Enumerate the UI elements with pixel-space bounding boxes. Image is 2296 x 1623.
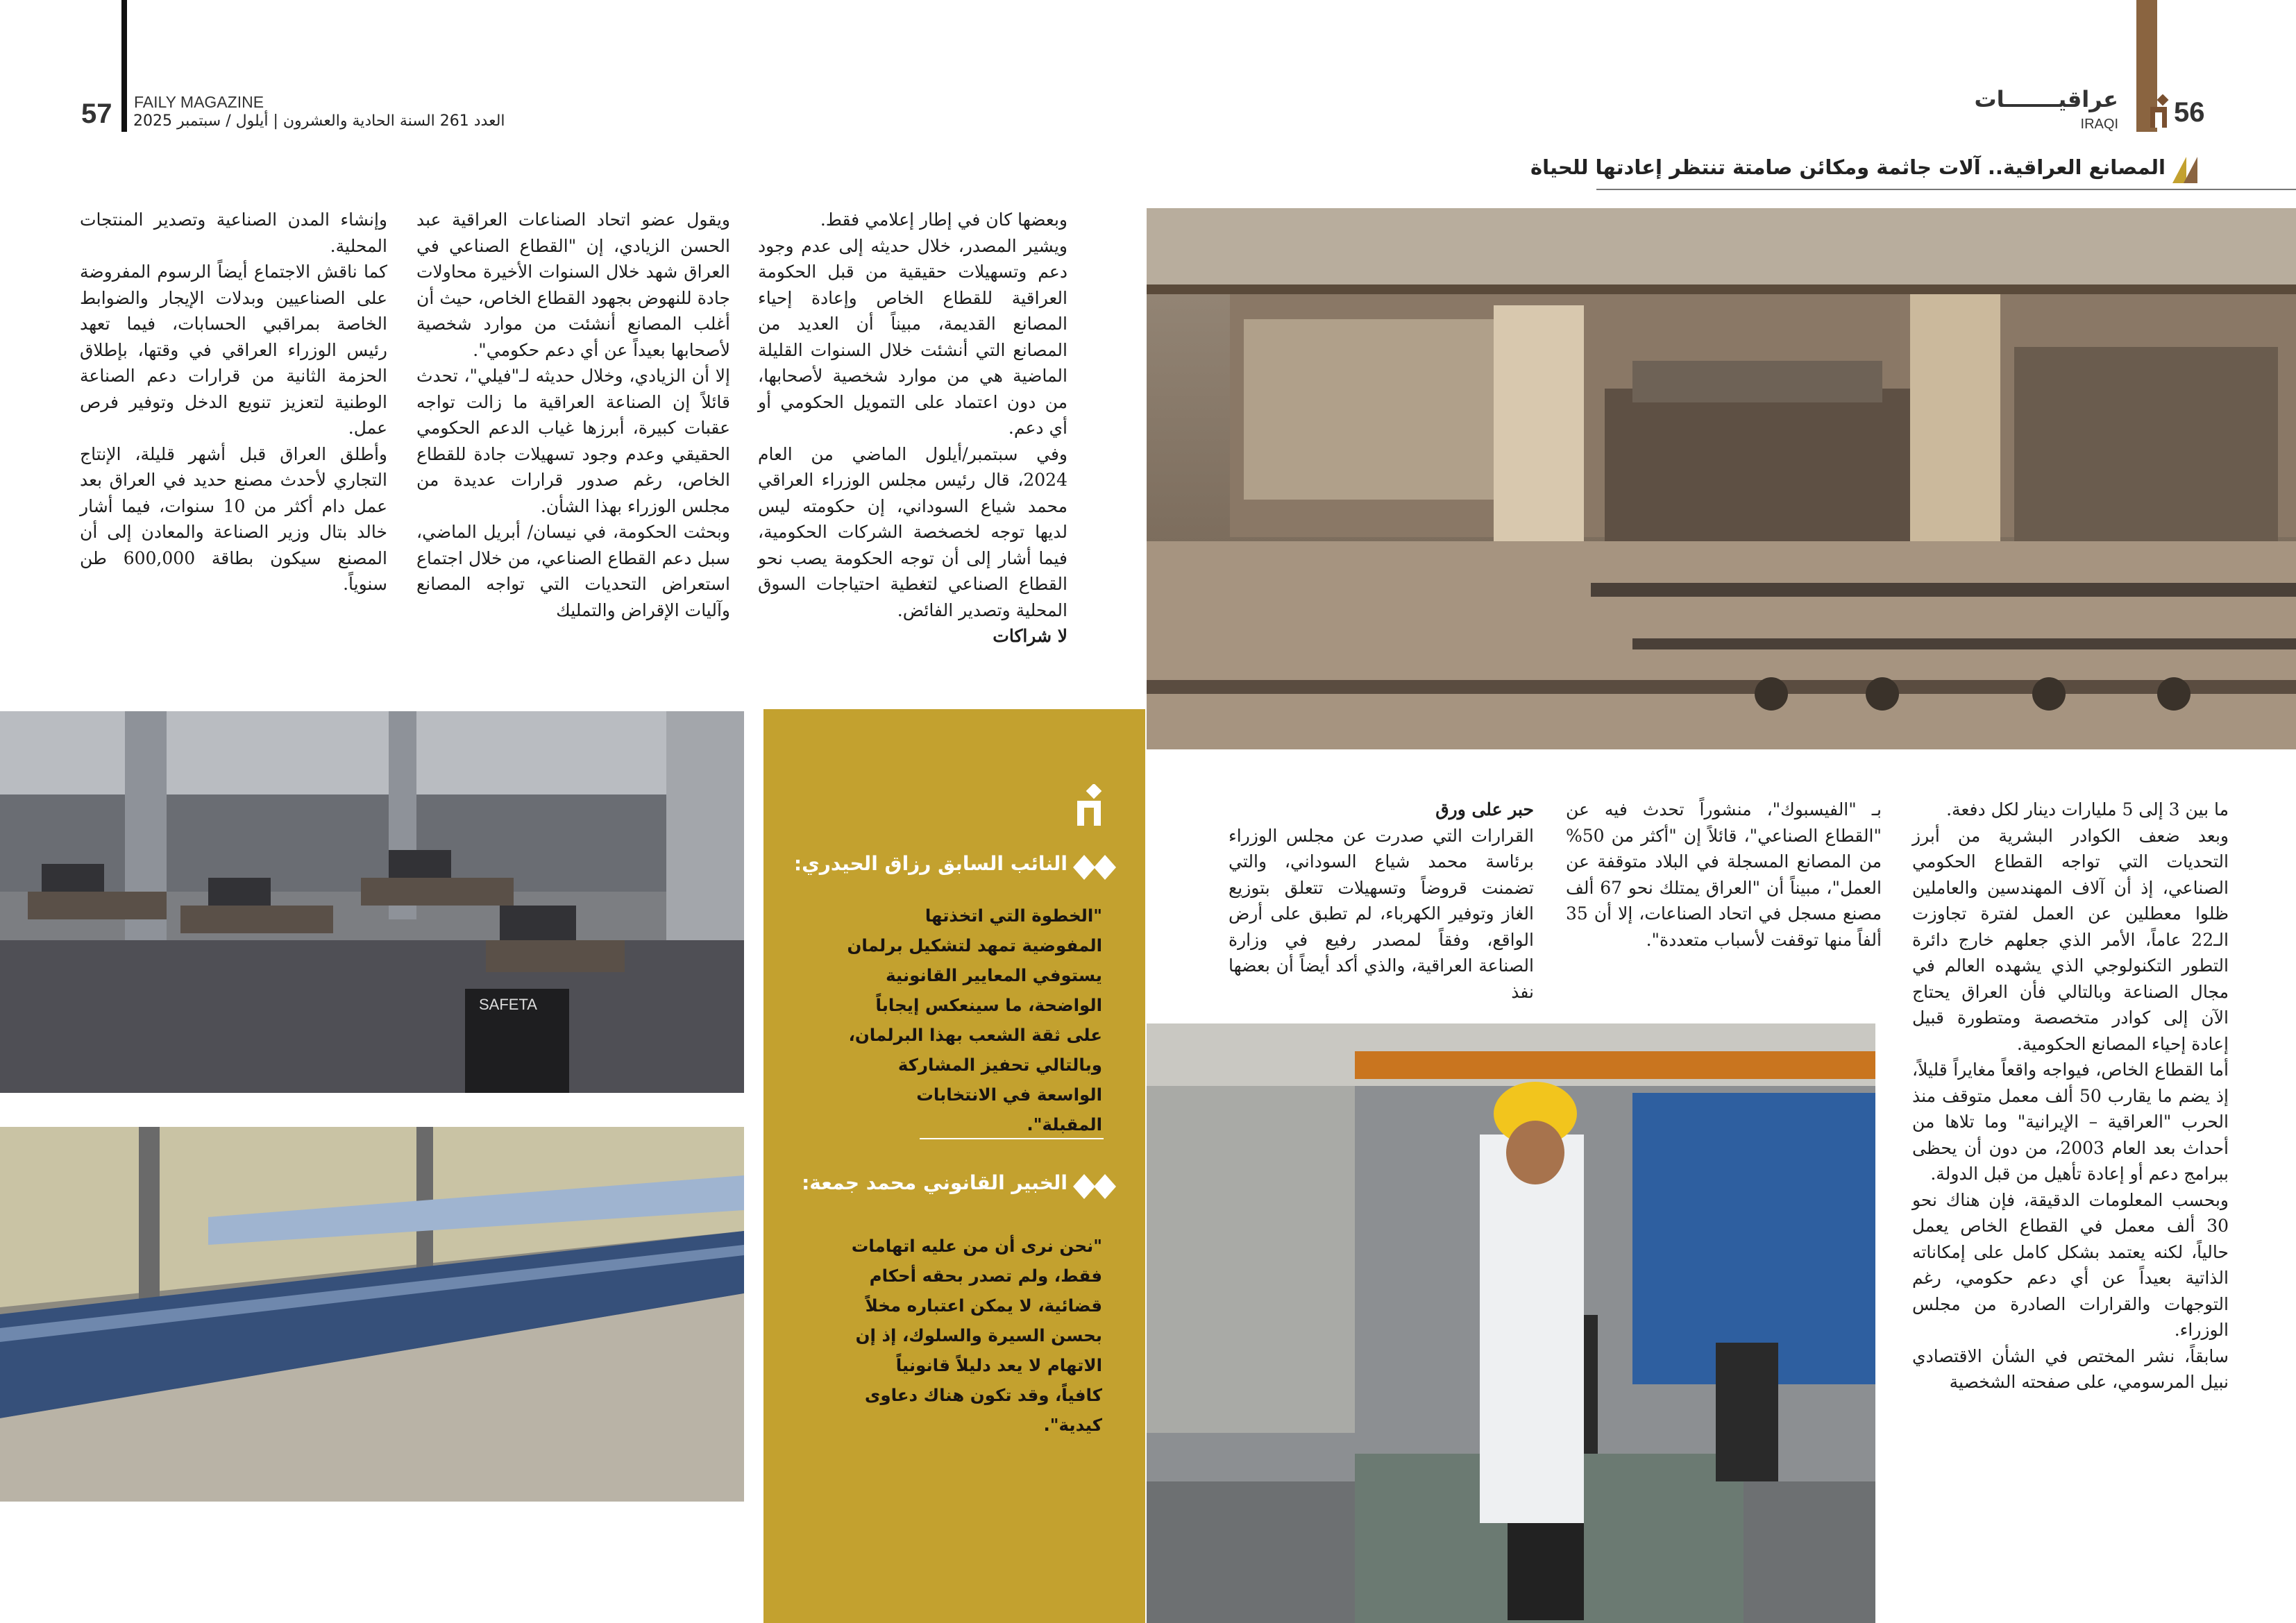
paragraph: أما القطاع الخاص، فيواجه واقعاً مغايراً قليلاً، إذ يضم ما يقارب 50 ألف معمل متوقف منذ الحرب "العراقية – الإيرانية" وما تلاها من أحداث بعد العام 2003، من دون أن يحظى ببرامج دعم أو إعادة تأهيل من قبل الدولة. <box>1912 1060 2229 1184</box>
paragraph: وفي سبتمبر/أيلول الماضي من العام 2024، قال رئيس مجلس الوزراء العراقي محمد شياع السوداني، إن حكومته ليس لديها توجه لخصخصة الشركات الحكومية، فيما أشار إلى أن توجه الحكومة يصب نحو القطاع الصناعي لتغطية احتياجات السوق المحلية وتصدير الفائض. <box>758 443 1067 620</box>
diamond-bullet-icon <box>1073 1174 1117 1199</box>
text-column-top-left <box>80 207 387 699</box>
quote-text-2 <box>847 1231 1102 1440</box>
paragraph: وبحثت الحكومة، في نيسان/ أبريل الماضي، سبل دعم القطاع الصناعي، من خلال اجتماع استعراض التحديات التي تواجه المصانع وآليات الإقراض والتمليك <box>416 522 730 620</box>
paragraph: وإنشاء المدن الصناعية وتصدير المنتجات المحلية. <box>80 210 387 256</box>
left-page-number: 57 <box>81 99 112 129</box>
text-column-bottom-right <box>1912 797 2229 1518</box>
quote-divider <box>920 1138 1104 1139</box>
sewing-room-photo <box>0 711 744 1093</box>
subheading: لا شراكات <box>993 626 1067 646</box>
text-column-bottom-left <box>1229 797 1534 1005</box>
text-column-top-right <box>758 207 1067 699</box>
paragraph: إلا أن الزيادي، وخلال حديثه لـ"فيلي"، تحدث قائلاً إن الصناعة العراقية ما زالت تواجه عقبات كبيرة، أبرزها غياب الدعم الحكومي الحقيقي وعدم وجود تسهيلات جادة للقطاع الخاص، رغم صدور قرارات عديدة من مجلس الوزراء بهذا الشأن. <box>416 366 730 516</box>
faily-logo-icon <box>2145 94 2172 129</box>
quote-paragraph: "الخطوة التي اتخذتها المفوضية تمهد لتشكيل برلمان يستوفي المعايير القانونية الواضحة، ما سينعكس إيجاباً على ثقة الشعب بهذا البرلمان، وبالتالي تحفيز المشاركة الواسعة في الانتخابات المقبلة". <box>847 906 1102 1135</box>
paragraph: ما بين 3 إلى 5 مليارات دينار لكل دفعة. <box>1946 799 2229 819</box>
paragraph: ويقول عضو اتحاد الصناعات العراقية عبد الحسن الزيادي، إن "القطاع الصناعي في العراق شهد خلال السنوات الأخيرة محاولات جادة للنهوض بجهود القطاع الخاص، حيث أن أغلب المصانع أنشئت من موارد شخصية لأصحابها بعيداً عن أي دعم حكومي". <box>416 210 730 360</box>
faily-logo-icon <box>1072 784 1108 827</box>
subheading: حبر على ورق <box>1435 799 1534 819</box>
paragraph: كما ناقش الاجتماع أيضاً الرسوم المفروضة على الصناعيين وبدلات الإيجار والضوابط الخاصة بمراقبي الحسابات، فيما تعهد رئيس الوزراء العراقي في وقتها، بإطلاق الحزمة الثانية من قرارات دعم الصناعة الوطنية لتعزيز تنويع الدخل وتوفير فرص عمل. <box>80 262 387 438</box>
title-arrows-icon <box>2171 155 2199 185</box>
paragraph: القرارات التي صدرت عن مجلس الوزراء برئاسة محمد شياع السوداني، والتي تضمنت قروضاً وتسهيلات تتعلق بتوزيع الغاز وتوفير الكهرباء، لم تطبق على أرض الواقع، وفقاً لمصدر رفيع في وزارة الصناعة العراقية، والذي أكد أيضاً أن بعضها نفذ <box>1229 825 1534 1002</box>
quote-paragraph: "نحن نرى أن من عليه اتهامات فقط، ولم تصدر بحقه أحكام قضائية، لا يمكن اعتباره مخلاً بحسن السيرة والسلوك، إذ إن الاتهام لا يعد دليلاً قانونياً كافياً، وقد تكون هناك دعاوى كيدية". <box>851 1236 1102 1435</box>
text-column-top-mid <box>416 207 730 699</box>
conveyor-line-photo <box>0 1127 744 1502</box>
left-spine-bar <box>121 0 127 132</box>
quote-author-2: الخبير القانوني محمد جمعة: <box>802 1171 1067 1194</box>
quote-text-1 <box>847 901 1102 1139</box>
factory-hall-photo <box>1147 208 2296 749</box>
diamond-bullet-icon <box>1073 855 1117 880</box>
quote-author-1: النائب السابق رزاق الحيدري: <box>793 852 1067 875</box>
text-column-bottom-mid <box>1566 797 1882 1005</box>
paragraph: ويشير المصدر، خلال حديثه إلى عدم وجود دعم وتسهيلات حقيقية من قبل الحكومة العراقية للقطاع الخاص وإعادة إحياء المصانع القديمة، مبيناً أن العديد من المصانع التي أنشئت خلال السنوات القليلة الماضية هي من موارد شخصية لأصحابها، من دون اعتماد على التمويل الحكومي أو أي دعم. <box>758 235 1067 438</box>
worker-transformers-photo <box>1147 1023 1875 1623</box>
paragraph: وبعضها كان في إطار إعلامي فقط. <box>820 210 1067 230</box>
paragraph: وأطلق العراق قبل أشهر قليلة، الإنتاج التجاري لأحدث مصنع حديد في العراق بعد عمل دام أكثر من 10 سنوات، فيما أشار خالد بتال وزير الصناعة والمعادن إلى أن المصنع سيكون بطاقة 600,000 طن سنوياً. <box>80 443 387 594</box>
paragraph: بـ "الفيسبوك"، منشوراً تحدث فيه عن "القطاع الصناعي"، قائلاً إن "أكثر من 50% من المصانع المسجلة في البلاد متوقفة عن العمل"، مبيناً أن "العراق يمتلك نحو 67 ألف مصنع مسجل في اتحاد الصناعات، إلا أن 35 ألفاً منها توقفت لأسباب متعددة". <box>1566 799 1882 950</box>
paragraph: وبحسب المعلومات الدقيقة، فإن هناك نحو 30 ألف معمل في القطاع الخاص يعمل حالياً، لكنه يعتمد بشكل كامل على إمكاناته الذاتية بعيداً عن أي دعم حكومي، رغم التوجهات والقرارات الصادرة من مجلس الوزراء. <box>1912 1189 2229 1340</box>
magazine-name: FAILY MAGAZINE <box>134 93 264 111</box>
issue-line: العدد 261 السنة الحادية والعشرون | أيلول / سبتمبر 2025 <box>133 112 505 130</box>
quotes-sidebar <box>763 709 1145 1623</box>
right-page-number: 56 <box>2174 97 2205 128</box>
section-label-en: IRAQI <box>2080 117 2118 132</box>
section-label-ar: عراقيـــــــات <box>1974 86 2118 112</box>
paragraph: سابقاً، نشر المختص في الشأن الاقتصادي نبيل المرسومي، على صفحته الشخصية <box>1912 1345 2229 1392</box>
chair-graffiti-text: SAFETA <box>479 996 537 1013</box>
paragraph: وبعد ضعف الكوادر البشرية من أبرز التحديات التي تواجه القطاع الحكومي الصناعي، إذ أن آلاف المهندسين والعاملين ظلوا معطلين عن العمل لفترة تجاوزت الـ22 عاماً، الأمر الذي جعلهم خارج دائرة التطور التكنولوجي الذي يشهده العالم في مجال الصناعة وبالتالي فأن العراق يحتاج الآن إلى كوادر متخصصة ومتطورة قبيل إعادة إحياء المصانع الحكومية. <box>1912 825 2229 1054</box>
article-title: المصانع العراقية.. آلات جاثمة ومكائن صامتة تنتظر إعادتها للحياة <box>1530 155 2166 179</box>
title-underline <box>1596 189 2296 190</box>
